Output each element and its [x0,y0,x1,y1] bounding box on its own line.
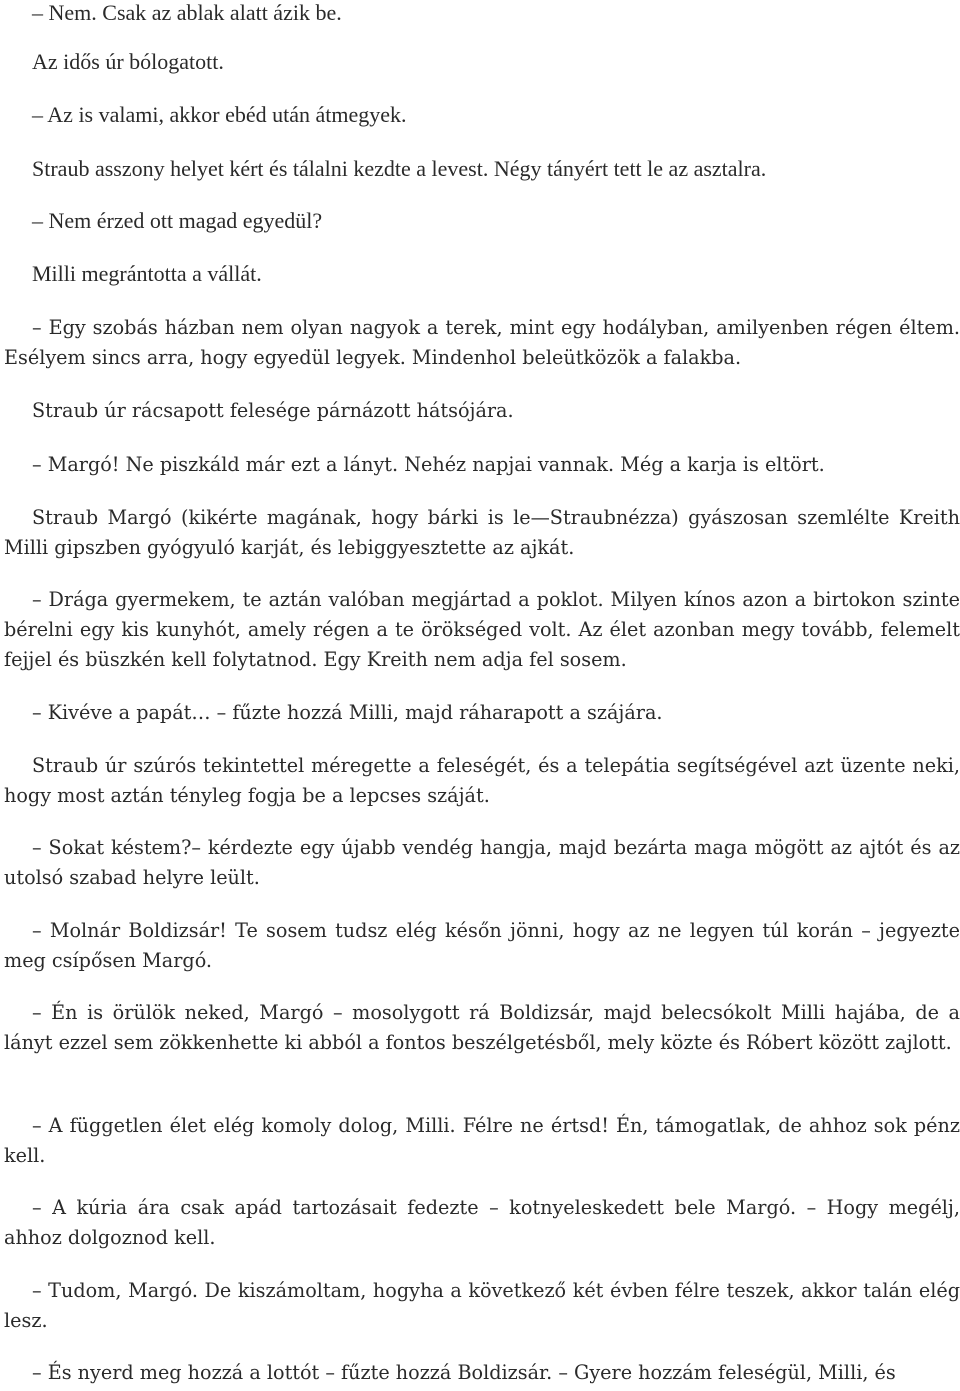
paragraph-4: Straub asszony helyet kért és tálalni kezdte a levest. Négy tányért tett le az asztalra. [32,156,767,181]
paragraph-13: Straub úr szúrós tekintettel méregette a feleségét, és a telepátia segítségével azt üzente neki, hogy most aztán tényleg fogja be a lepcses száját. [4,754,960,807]
paragraph-15: – Molnár Boldizsár! Te sosem tudsz elég későn jönni, hogy az ne legyen túl korán – jegyezte meg csípősen Margó. [4,919,960,972]
paragraph-6: Milli megrántotta a vállát. [32,261,262,286]
paragraph-10: Straub Margó (kikérte magának, hogy bárki is le—Straubnézza) gyászosan szemlélte Kreith Milli gipszben gyógyuló karját, és lebiggyesztette az ajkát. [4,506,960,559]
paragraph-20: – És nyerd meg hozzá a lottót – fűzte hozzá Boldizsár. – Gyere hozzám feleségül, Milli, és [32,1361,896,1384]
paragraph-17: – A független élet elég komoly dolog, Milli. Félre ne értsd! Én, támogatlak, de ahhoz sok pénz kell. [4,1114,960,1167]
paragraph-11: – Drága gyermekem, te aztán valóban megjártad a poklot. Milyen kínos azon a birtokon szinte bérelni egy kis kunyhót, amely régen a te örökséged volt. Az élet azonban megy tovább, felemelt fejjel és büszkén kell folytatnod. Egy Kreith nem adja fel sosem. [4,588,960,671]
paragraph-18: – A kúria ára csak apád tartozásait fedezte – kotnyeleskedett bele Margó. – Hogy megélj, ahhoz dolgoznod kell. [4,1196,960,1249]
paragraph-19: – Tudom, Margó. De kiszámoltam, hogyha a következő két évben félre teszek, akkor talán elég lesz. [4,1279,960,1332]
paragraph-1: – Nem. Csak az ablak alatt ázik be. [32,0,342,25]
paragraph-3: – Az is valami, akkor ebéd után átmegyek. [32,102,407,127]
paragraph-9: – Margó! Ne piszkáld már ezt a lányt. Nehéz napjai vannak. Még a karja is eltört. [32,453,825,476]
paragraph-7: – Egy szobás házban nem olyan nagyok a terek, mint egy hodályban, amilyenben régen éltem. Esélyem sincs arra, hogy egyedül legyek. Mindenhol beleütközök a falakba. [4,316,960,369]
paragraph-12: – Kivéve a papát… – fűzte hozzá Milli, majd ráharapott a szájára. [32,701,663,724]
paragraph-2: Az idős úr bólogatott. [32,49,224,74]
paragraph-8: Straub úr rácsapott felesége párnázott hátsójára. [32,399,514,422]
paragraph-14: – Sokat késtem?– kérdezte egy újabb vendég hangja, majd bezárta maga mögött az ajtót és az utolsó szabad helyre leült. [4,836,960,889]
paragraph-5: – Nem érzed ott magad egyedül? [32,208,323,233]
paragraph-16: – Én is örülök neked, Margó – mosolygott rá Boldizsár, majd belecsókolt Milli hajába, de a lányt ezzel sem zökkenhette ki abból a fontos beszélgetésből, mely közte és Róbert között zajlott. [4,1001,960,1054]
